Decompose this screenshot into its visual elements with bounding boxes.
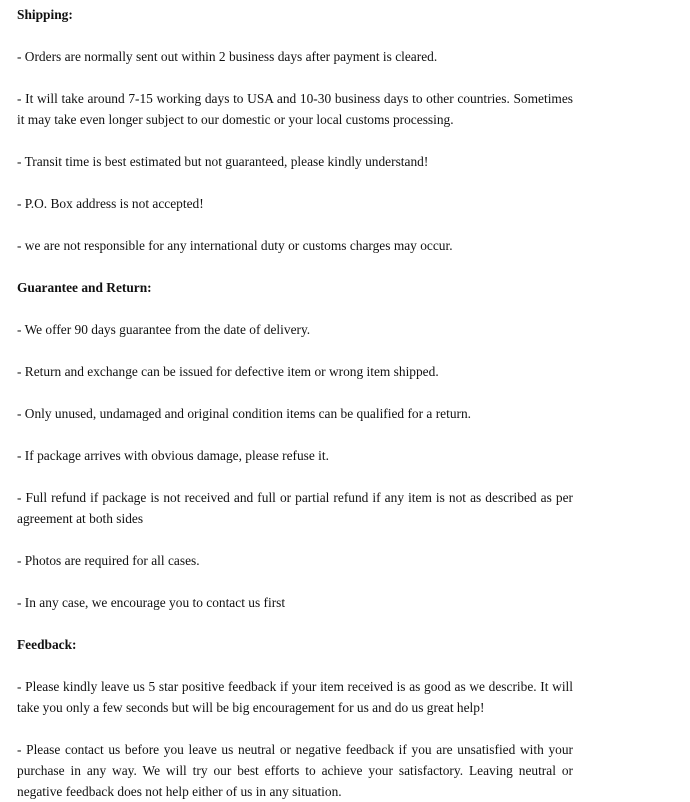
- guarantee-item-contact: - In any case, we encourage you to contact us first: [17, 595, 286, 610]
- feedback-item-contact-first: - Please contact us before you leave us neutral or negative feedback if you are unsatisfied with your purchase in any way. We will try our best efforts to achieve your satisfactory. Leaving neutral or negative feedback does not help either of us in any situation.: [17, 742, 573, 799]
- spacer: [17, 718, 573, 739]
- guarantee-item-exchange: - Return and exchange can be issued for defective item or wrong item shipped.: [17, 364, 439, 379]
- guarantee-item-photos: - Photos are required for all cases.: [17, 553, 200, 568]
- spacer: [17, 340, 573, 361]
- shipping-item-processing: - Orders are normally sent out within 2 business days after payment is cleared.: [17, 49, 438, 64]
- guarantee-item-damage: - If package arrives with obvious damage, please refuse it.: [17, 448, 329, 463]
- guarantee-item-condition: - Only unused, undamaged and original condition items can be qualified for a return.: [17, 406, 472, 421]
- spacer: [17, 214, 573, 235]
- spacer: [17, 298, 573, 319]
- spacer: [17, 256, 573, 277]
- spacer: [17, 655, 573, 676]
- feedback-item-positive: - Please kindly leave us 5 star positive feedback if your item received is as good as we describe. It will take you only a few seconds but will be big encouragement for us and do us great help!: [17, 679, 573, 715]
- spacer: [17, 25, 573, 46]
- shipping-item-transit: - Transit time is best estimated but not guaranteed, please kindly understand!: [17, 154, 429, 169]
- shipping-item-delivery-time: - It will take around 7-15 working days to USA and 10-30 business days to other countries. Sometimes it may take even longer subject to our domestic or your local customs processing.: [17, 91, 573, 127]
- guarantee-item-90-days: - We offer 90 days guarantee from the date of delivery.: [17, 322, 311, 337]
- guarantee-item-refund: - Full refund if package is not received and full or partial refund if any item is not as described as per agreement at both sides: [17, 490, 573, 526]
- spacer: [17, 529, 573, 550]
- shipping-item-po-box: - P.O. Box address is not accepted!: [17, 196, 204, 211]
- spacer: [17, 382, 573, 403]
- spacer: [17, 130, 573, 151]
- guarantee-heading: Guarantee and Return:: [17, 280, 152, 295]
- spacer: [17, 424, 573, 445]
- spacer: [17, 67, 573, 88]
- spacer: [17, 613, 573, 634]
- spacer: [17, 466, 573, 487]
- policy-document: [17, 4, 573, 802]
- shipping-item-customs: - we are not responsible for any international duty or customs charges may occur.: [17, 238, 453, 253]
- feedback-heading: Feedback:: [17, 637, 77, 652]
- spacer: [17, 571, 573, 592]
- shipping-heading: Shipping:: [17, 7, 73, 22]
- spacer: [17, 172, 573, 193]
